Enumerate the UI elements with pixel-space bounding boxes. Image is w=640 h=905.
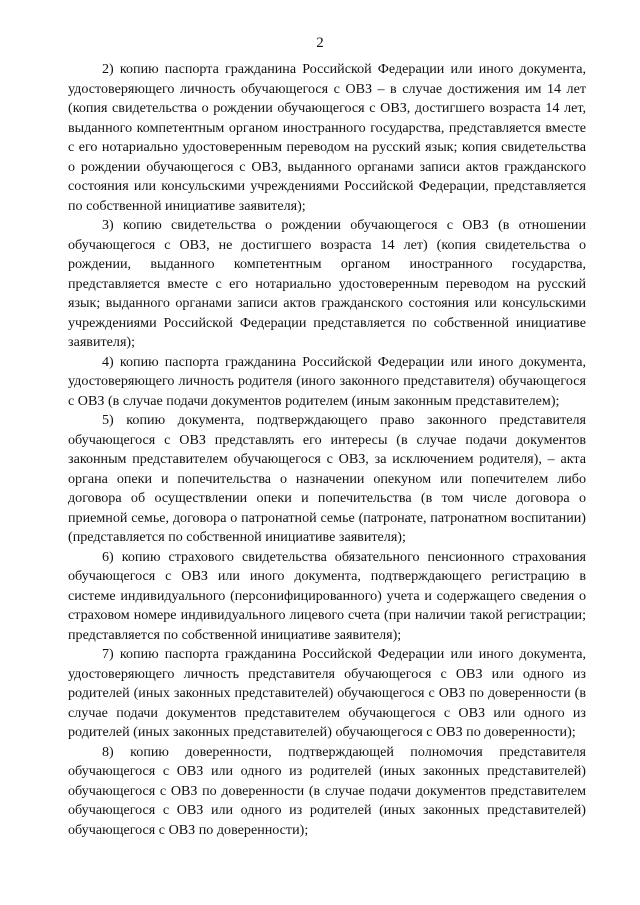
paragraph-item-4: 4) копию паспорта гражданина Российской Федерации или иного документа, удостоверяющего личность родителя (иного законного представителя) обучающегося с ОВЗ (в случае подачи документов родителем (иным законным представителем); bbox=[68, 353, 586, 409]
paragraph-item-7: 7) копию паспорта гражданина Российской Федерации или иного документа, удостоверяющего личность представителя обучающегося с ОВЗ или одного из родителей (иных законных представителей) обучающегося с ОВЗ по доверенности (в случае подачи документов представителем обучающегося с ОВЗ или одного из родителей (иных законных представителей) обучающегося с ОВЗ по доверенности); bbox=[68, 646, 586, 740]
paragraph-item-3: 3) копию свидетельства о рождении обучающегося с ОВЗ (в отношении обучающегося с ОВЗ, не достигшего возраста 14 лет) (копия свидетельства о рождении, выданного компетентным органом иностранного государства, представляется вместе с его нотариально удостоверенным переводом на русский язык; выданного органами записи актов гражданского состояния или консульскими учреждениями Российской Федерации представляется по собственной инициативе заявителя); bbox=[68, 217, 586, 350]
page-number: 2 bbox=[316, 35, 324, 51]
paragraph-item-5: 5) копию документа, подтверждающего право законного представителя обучающегося с ОВЗ представлять его интересы (в случае подачи документов законным представителем обучающегося с ОВЗ, за исключением родителя), – акта органа опеки и попечительства о назначении опекуном или попечителем либо договора об осуществлении опеки и попечительства (в том числе договора о приемной семье, договора о патронатной семье (патронате, патронатном воспитании) (представляется по собственной инициативе заявителя); bbox=[68, 412, 586, 545]
paragraph-item-2: 2) копию паспорта гражданина Российской Федерации или иного документа, удостоверяющего личность обучающегося с ОВЗ – в случае достижения им 14 лет (копия свидетельства о рождении обучающегося с ОВЗ, достигшего возраста 14 лет, выданного компетентным органом иностранного государства, представляется вместе с его нотариально удостоверенным переводом на русский язык; копия свидетельства о рождении обучающегося с ОВЗ, выданного органами записи актов гражданского состояния или консульскими учреждениями Российской Федерации, представляется по собственной инициативе заявителя); bbox=[68, 61, 586, 214]
document-body bbox=[68, 60, 586, 840]
paragraph-item-8: 8) копию доверенности, подтверждающей полномочия представителя обучающегося с ОВЗ или одного из родителей (иных законных представителей) обучающегося с ОВЗ по доверенности (в случае подачи документов представителем обучающегося с ОВЗ или одного из родителей (иных законных представителей) обучающегося с ОВЗ по доверенности); bbox=[68, 743, 586, 838]
paragraph-item-6: 6) копию страхового свидетельства обязательного пенсионного страхования обучающегося с ОВЗ или иного документа, подтверждающего регистрацию в системе индивидуального (персонифицированного) учета и содержащего сведения о страховом номере индивидуального лицевого счета (при наличии такой регистрации; представляется по собственной инициативе заявителя); bbox=[68, 548, 586, 643]
